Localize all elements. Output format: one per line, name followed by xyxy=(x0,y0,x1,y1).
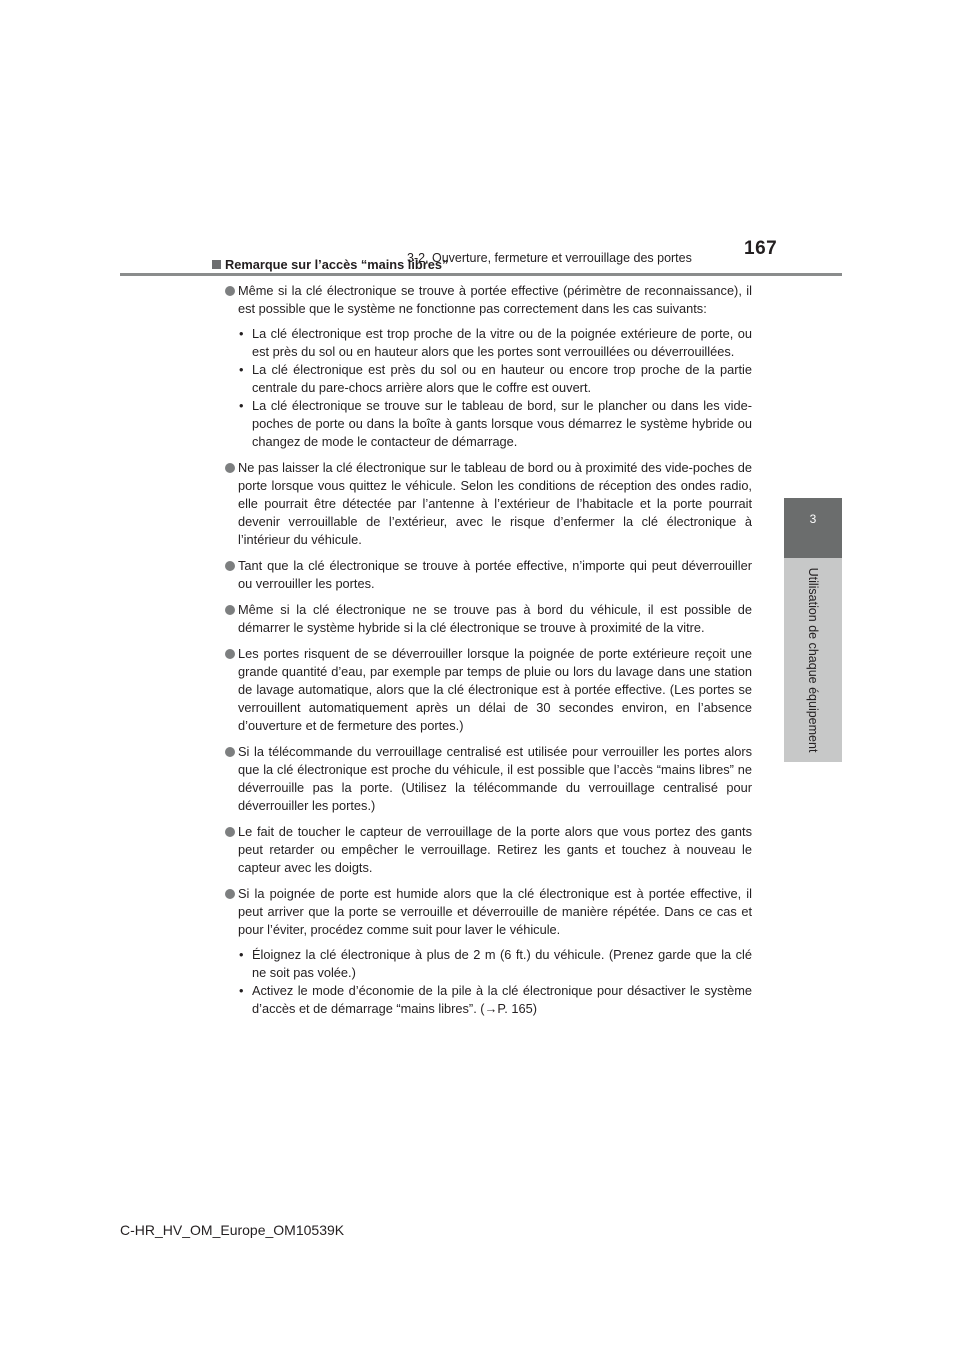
sub-item xyxy=(238,982,752,1018)
list-item xyxy=(212,645,752,735)
circle-bullet-icon xyxy=(225,889,235,899)
sub-item xyxy=(238,946,752,982)
chapter-title: Utilisation de chaque équipement xyxy=(806,567,820,753)
list-item-text: Le fait de toucher le capteur de verrouillage de la porte alors que vous portez des gants peut retarder ou empêcher le verrouillage. Retirez les gants et touchez à nouveau le capteur avec les doigts. xyxy=(238,824,752,875)
circle-bullet-icon xyxy=(225,463,235,473)
list-item xyxy=(212,885,752,939)
list-item-text: Les portes risquent de se déverrouiller lorsque la poignée de porte extérieure reçoit une grande quantité d’eau, par exemple par temps de pluie ou lors du lavage dans une station de lavage automatique, alors que la clé électronique est à portée effective. (Les portes se verrouillent automatiquement après un délai de 30 secondes environ, en l’absence d’ouverture et de fermeture des portes.) xyxy=(238,646,752,733)
circle-bullet-icon xyxy=(225,286,235,296)
square-bullet-icon xyxy=(212,260,221,269)
sub-list xyxy=(238,325,752,451)
page-number: 167 xyxy=(744,238,778,259)
sub-item-text: Activez le mode d’économie de la pile à la clé électronique pour désactiver le système d’accès et de démarrage “mains libres”. (→P. 165) xyxy=(252,983,752,1016)
sub-item-text: Éloignez la clé électronique à plus de 2 m (6 ft.) du véhicule. (Prenez garde que la clé ne soit pas volée.) xyxy=(252,947,752,980)
list-item-text: Tant que la clé électronique se trouve à portée effective, n’importe qui peut déverrouiller ou verrouiller les portes. xyxy=(238,558,752,591)
list-item-text: Ne pas laisser la clé électronique sur le tableau de bord ou à proximité des vide-poches de porte lorsque vous quittez le véhicule. Selon les conditions de réception des ondes radio, elle pourrait être détectée par l’antenne à l’extérieur de l’habitacle et la porte pourrait devenir verrouillable de l’extérieur, avec le risque d’enfermer la clé électronique à l’intérieur du véhicule. xyxy=(238,460,752,547)
chapter-number: 3 xyxy=(809,512,817,526)
list-item-text: Même si la clé électronique se trouve à portée effective (périmètre de reconnaissance), il est possible que le système ne fonctionne pas correctement dans les cas suivants: xyxy=(238,283,752,316)
list-item xyxy=(212,557,752,593)
sub-item xyxy=(238,325,752,361)
note-heading-text: Remarque sur l’accès “mains libres” xyxy=(225,257,449,272)
list-item xyxy=(212,743,752,815)
list-item xyxy=(212,823,752,877)
sub-item-text: La clé électronique est trop proche de la vitre ou de la poignée extérieure de porte, ou est près du sol ou en hauteur alors que les portes sont verrouillées ou déverrouillées. xyxy=(252,326,752,359)
document-code: C-HR_HV_OM_Europe_OM10539K xyxy=(120,1222,345,1238)
list-item-text: Si la poignée de porte est humide alors que la clé électronique est à portée effective, il peut arriver que la porte se verrouille et déverrouille de manière répétée. Dans ce cas et pour l’éviter, procédez comme suit pour laver le véhicule. xyxy=(238,886,752,937)
circle-bullet-icon xyxy=(225,747,235,757)
sub-item-text: La clé électronique se trouve sur le tableau de bord, sur le plancher ou dans les vide-poches de porte ou dans la boîte à gants lorsque vous démarrez le système hybride ou changez de mode le contacteur de démarrage. xyxy=(252,398,752,449)
list-item xyxy=(212,282,752,318)
bullet-dot-icon: • xyxy=(239,326,244,341)
bullet-dot-icon: • xyxy=(239,362,244,377)
section-title: 3-2. Ouverture, fermeture et verrouillage des portes xyxy=(407,251,692,265)
list-item xyxy=(212,459,752,549)
note-heading xyxy=(212,256,752,274)
bullet-dot-icon: • xyxy=(239,398,244,413)
bullet-dot-icon: • xyxy=(239,947,244,962)
list-item-text: Si la télécommande du verrouillage centralisé est utilisée pour verrouiller les portes alors que la clé électronique est proche du véhicule, il est possible que l’accès “mains libres” ne déverrouille pas la porte. (Utilisez la télécommande du verrouillage centralisé pour déverrouiller les portes.) xyxy=(238,744,752,813)
chapter-tab xyxy=(784,498,842,558)
bullet-dot-icon: • xyxy=(239,983,244,998)
sub-item xyxy=(238,397,752,451)
circle-bullet-icon xyxy=(225,827,235,837)
list-item xyxy=(212,601,752,637)
circle-bullet-icon xyxy=(225,649,235,659)
circle-bullet-icon xyxy=(225,605,235,615)
sub-item xyxy=(238,361,752,397)
sub-item-text: La clé électronique est près du sol ou en hauteur ou encore trop proche de la partie centrale du pare-chocs arrière alors que le coffre est ouvert. xyxy=(252,362,752,395)
list-item-text: Même si la clé électronique ne se trouve pas à bord du véhicule, il est possible de démarrer le système hybride si la clé électronique se trouve à proximité de la vitre. xyxy=(238,602,752,635)
sub-list xyxy=(238,946,752,1018)
circle-bullet-icon xyxy=(225,561,235,571)
page-content xyxy=(212,256,752,1026)
